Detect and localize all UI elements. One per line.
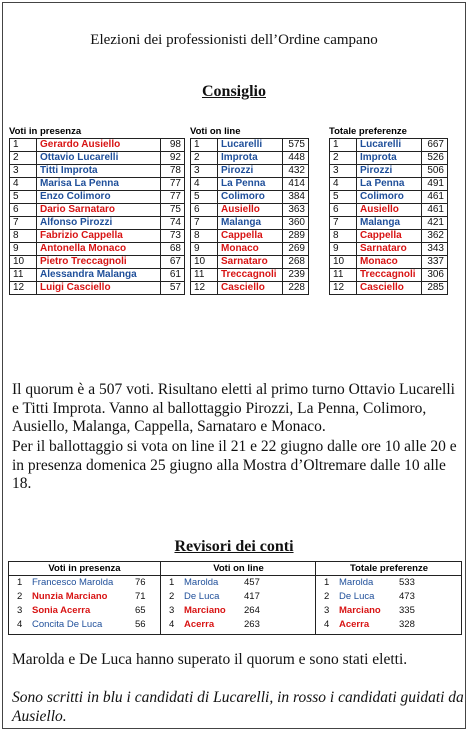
votes-cell: 78 <box>161 165 185 178</box>
votes-cell: 335 <box>399 605 415 616</box>
candidate-cell: La Penna <box>218 178 283 191</box>
rank-cell: 3 <box>17 605 23 616</box>
revisori-presenza-label: Voti in presenza <box>9 562 160 576</box>
votes-cell: 526 <box>422 152 448 165</box>
rank-cell: 1 <box>17 577 23 588</box>
candidate-cell: Concita De Luca <box>32 619 103 630</box>
rank-cell: 1 <box>191 139 218 152</box>
votes-cell: 306 <box>422 269 448 282</box>
rank-cell: 1 <box>10 139 37 152</box>
candidate-cell: Pirozzi <box>218 165 283 178</box>
table-row <box>191 165 309 178</box>
rank-cell: 6 <box>10 204 37 217</box>
candidate-cell: Lucarelli <box>218 139 283 152</box>
candidate-cell: Marolda <box>339 577 374 588</box>
votes-cell: 67 <box>161 256 185 269</box>
votes-cell: 417 <box>244 591 260 602</box>
votes-cell: 285 <box>422 282 448 295</box>
consiglio-online-label: Voti on line <box>190 126 241 137</box>
consiglio-presenza-table <box>9 138 185 295</box>
votes-cell: 268 <box>283 256 309 269</box>
candidate-cell: Antonella Monaco <box>37 243 161 256</box>
rank-cell: 8 <box>330 230 357 243</box>
votes-cell: 432 <box>283 165 309 178</box>
candidate-cell: Nunzia Marciano <box>32 591 108 602</box>
table-row <box>191 256 309 269</box>
consiglio-presenza-block <box>9 125 185 295</box>
rank-cell: 1 <box>324 577 330 588</box>
votes-cell: 461 <box>422 191 448 204</box>
candidate-cell: Acerra <box>184 619 215 630</box>
table-row <box>330 230 448 243</box>
table-row <box>330 165 448 178</box>
table-row <box>10 191 185 204</box>
candidate-cell: Sonia Acerra <box>32 605 91 616</box>
candidate-cell: Colimoro <box>357 191 422 204</box>
votes-cell: 362 <box>422 230 448 243</box>
table-row <box>10 217 185 230</box>
table-row <box>10 204 185 217</box>
consiglio-presenza-label: Voti in presenza <box>9 126 82 137</box>
rank-cell: 6 <box>191 204 218 217</box>
votes-cell: 448 <box>283 152 309 165</box>
table-row <box>191 269 309 282</box>
consiglio-online-block <box>190 125 309 295</box>
table-row <box>191 230 309 243</box>
table-row <box>316 576 462 590</box>
consiglio-heading: Consiglio <box>201 83 266 100</box>
candidate-cell: Colimoro <box>218 191 283 204</box>
candidate-cell: Lucarelli <box>357 139 422 152</box>
table-row <box>191 139 309 152</box>
votes-cell: 421 <box>422 217 448 230</box>
votes-cell: 667 <box>422 139 448 152</box>
candidate-cell: Sarnataro <box>357 243 422 256</box>
candidate-cell: Gerardo Ausiello <box>37 139 161 152</box>
table-row <box>10 243 185 256</box>
table-row <box>191 204 309 217</box>
candidate-cell: La Penna <box>357 178 422 191</box>
rank-cell: 4 <box>330 178 357 191</box>
candidate-cell: Marciano <box>339 605 381 616</box>
consiglio-totale-table <box>329 138 448 295</box>
votes-cell: 337 <box>422 256 448 269</box>
votes-cell: 384 <box>283 191 309 204</box>
rank-cell: 10 <box>10 256 37 269</box>
votes-cell: 461 <box>422 204 448 217</box>
votes-cell: 343 <box>422 243 448 256</box>
candidate-cell: Improta <box>218 152 283 165</box>
rank-cell: 5 <box>330 191 357 204</box>
table-row <box>9 604 160 618</box>
candidate-cell: Pirozzi <box>357 165 422 178</box>
table-row <box>9 590 160 604</box>
rank-cell: 5 <box>10 191 37 204</box>
rank-cell: 11 <box>10 269 37 282</box>
votes-cell: 239 <box>283 269 309 282</box>
candidate-cell: Monaco <box>218 243 283 256</box>
legend-note: Sono scritti in blu i candidati di Lucarelli, in rosso i candidati guidati da Ausiello. <box>12 689 464 725</box>
revisori-online-column <box>160 562 316 634</box>
votes-cell: 77 <box>161 191 185 204</box>
votes-cell: 363 <box>283 204 309 217</box>
revisori-totale-column <box>315 562 462 634</box>
rank-cell: 8 <box>191 230 218 243</box>
candidate-cell: Alessandra Malanga <box>37 269 161 282</box>
rank-cell: 8 <box>10 230 37 243</box>
consiglio-totale-block <box>329 125 448 295</box>
eletti-paragraph: Marolda e De Luca hanno superato il quorum e sono stati eletti. <box>12 651 408 668</box>
votes-cell: 457 <box>244 577 260 588</box>
consiglio-online-table <box>190 138 309 295</box>
table-row <box>316 590 462 604</box>
table-row <box>330 217 448 230</box>
table-row <box>161 604 316 618</box>
candidate-cell: Ausiello <box>218 204 283 217</box>
votes-cell: 575 <box>283 139 309 152</box>
revisori-table <box>8 561 462 635</box>
candidate-cell: Luigi Casciello <box>37 282 161 295</box>
table-row <box>191 282 309 295</box>
rank-cell: 2 <box>191 152 218 165</box>
candidate-cell: Sarnataro <box>218 256 283 269</box>
table-row <box>10 139 185 152</box>
candidate-cell: Acerra <box>339 619 370 630</box>
votes-cell: 473 <box>399 591 415 602</box>
votes-cell: 491 <box>422 178 448 191</box>
rank-cell: 12 <box>330 282 357 295</box>
rank-cell: 3 <box>10 165 37 178</box>
table-row <box>161 576 316 590</box>
votes-cell: 73 <box>161 230 185 243</box>
table-row <box>316 604 462 618</box>
document-page <box>2 2 466 729</box>
table-row <box>191 243 309 256</box>
rank-cell: 4 <box>17 619 23 630</box>
rank-cell: 3 <box>330 165 357 178</box>
candidate-cell: Monaco <box>357 256 422 269</box>
candidate-cell: Alfonso Pirozzi <box>37 217 161 230</box>
votes-cell: 92 <box>161 152 185 165</box>
votes-cell: 68 <box>161 243 185 256</box>
rank-cell: 4 <box>324 619 330 630</box>
table-row <box>161 590 316 604</box>
votes-cell: 228 <box>283 282 309 295</box>
candidate-cell: Ausiello <box>357 204 422 217</box>
votes-cell: 61 <box>161 269 185 282</box>
rank-cell: 1 <box>169 577 175 588</box>
candidate-cell: Marciano <box>184 605 226 616</box>
rank-cell: 12 <box>10 282 37 295</box>
table-row <box>10 282 185 295</box>
rank-cell: 12 <box>191 282 218 295</box>
rank-cell: 9 <box>10 243 37 256</box>
rank-cell: 2 <box>324 591 330 602</box>
candidate-cell: Dario Sarnataro <box>37 204 161 217</box>
document-title: Elezioni dei professionisti dell’Ordine campano <box>90 32 378 48</box>
table-row <box>10 256 185 269</box>
table-row <box>191 217 309 230</box>
candidate-cell: Treccagnoli <box>218 269 283 282</box>
table-row <box>10 165 185 178</box>
table-row <box>191 191 309 204</box>
candidate-cell: Treccagnoli <box>357 269 422 282</box>
table-row <box>330 204 448 217</box>
revisori-online-label: Voti on line <box>161 562 316 576</box>
rank-cell: 6 <box>330 204 357 217</box>
rank-cell: 5 <box>191 191 218 204</box>
candidate-cell: Malanga <box>357 217 422 230</box>
table-row <box>10 178 185 191</box>
votes-cell: 506 <box>422 165 448 178</box>
candidate-cell: Improta <box>357 152 422 165</box>
rank-cell: 10 <box>330 256 357 269</box>
candidate-cell: Marolda <box>184 577 219 588</box>
rank-cell: 2 <box>330 152 357 165</box>
votes-cell: 289 <box>283 230 309 243</box>
candidate-cell: Enzo Colimoro <box>37 191 161 204</box>
table-row <box>330 243 448 256</box>
rank-cell: 3 <box>191 165 218 178</box>
votes-cell: 533 <box>399 577 415 588</box>
votes-cell: 76 <box>135 577 146 588</box>
votes-cell: 56 <box>135 619 146 630</box>
candidate-cell: Malanga <box>218 217 283 230</box>
votes-cell: 414 <box>283 178 309 191</box>
table-row <box>9 618 160 632</box>
table-row <box>316 618 462 632</box>
table-row <box>330 282 448 295</box>
revisori-presenza-column <box>9 562 160 634</box>
candidate-cell: Fabrizio Cappella <box>37 230 161 243</box>
candidate-cell: Cappella <box>357 230 422 243</box>
rank-cell: 4 <box>10 178 37 191</box>
votes-cell: 71 <box>135 591 146 602</box>
table-row <box>330 178 448 191</box>
quorum-paragraph: Il quorum è a 507 voti. Risultano eletti al primo turno Ottavio Lucarelli e Titti Improta. Vanno al ballottaggio Pirozzi, La Penna, Colimoro, Ausiello, Malanga, Cappella, Sarnataro e Monaco. <box>12 381 455 435</box>
rank-cell: 1 <box>330 139 357 152</box>
candidate-cell: De Luca <box>184 591 220 602</box>
rank-cell: 11 <box>191 269 218 282</box>
table-row <box>330 152 448 165</box>
rank-cell: 10 <box>191 256 218 269</box>
revisori-heading: Revisori dei conti <box>174 538 294 555</box>
revisori-totale-label: Totale preferenze <box>316 562 462 576</box>
rank-cell: 7 <box>191 217 218 230</box>
rank-cell: 3 <box>169 605 175 616</box>
rank-cell: 3 <box>324 605 330 616</box>
votes-cell: 269 <box>283 243 309 256</box>
rank-cell: 11 <box>330 269 357 282</box>
votes-cell: 75 <box>161 204 185 217</box>
votes-cell: 360 <box>283 217 309 230</box>
votes-cell: 77 <box>161 178 185 191</box>
rank-cell: 2 <box>10 152 37 165</box>
candidate-cell: Francesco Marolda <box>32 577 114 588</box>
table-row <box>10 152 185 165</box>
table-row <box>330 256 448 269</box>
candidate-cell: De Luca <box>339 591 375 602</box>
votes-cell: 328 <box>399 619 415 630</box>
votes-cell: 74 <box>161 217 185 230</box>
rank-cell: 9 <box>330 243 357 256</box>
rank-cell: 2 <box>17 591 23 602</box>
table-row <box>330 139 448 152</box>
table-row <box>9 576 160 590</box>
consiglio-totale-label: Totale preferenze <box>329 126 407 137</box>
candidate-cell: Marisa La Penna <box>37 178 161 191</box>
rank-cell: 4 <box>169 619 175 630</box>
candidate-cell: Pietro Treccagnoli <box>37 256 161 269</box>
votes-cell: 65 <box>135 605 146 616</box>
rank-cell: 2 <box>169 591 175 602</box>
ballottaggio-paragraph: Per il ballottaggio si vota on line il 21 e 22 giugno dalle ore 10 alle 20 e in presenza domenica 25 giugno alla Mostra d’Oltremare dalle 10 alle 18. <box>12 438 457 492</box>
candidate-cell: Cappella <box>218 230 283 243</box>
candidate-cell: Casciello <box>218 282 283 295</box>
rank-cell: 4 <box>191 178 218 191</box>
votes-cell: 98 <box>161 139 185 152</box>
table-row <box>330 269 448 282</box>
votes-cell: 264 <box>244 605 260 616</box>
table-row <box>10 230 185 243</box>
votes-cell: 57 <box>161 282 185 295</box>
rank-cell: 7 <box>330 217 357 230</box>
candidate-cell: Casciello <box>357 282 422 295</box>
candidate-cell: Titti Improta <box>37 165 161 178</box>
rank-cell: 9 <box>191 243 218 256</box>
table-row <box>330 191 448 204</box>
table-row <box>161 618 316 632</box>
candidate-cell: Ottavio Lucarelli <box>37 152 161 165</box>
table-row <box>10 269 185 282</box>
table-row <box>191 178 309 191</box>
rank-cell: 7 <box>10 217 37 230</box>
table-row <box>191 152 309 165</box>
votes-cell: 263 <box>244 619 260 630</box>
